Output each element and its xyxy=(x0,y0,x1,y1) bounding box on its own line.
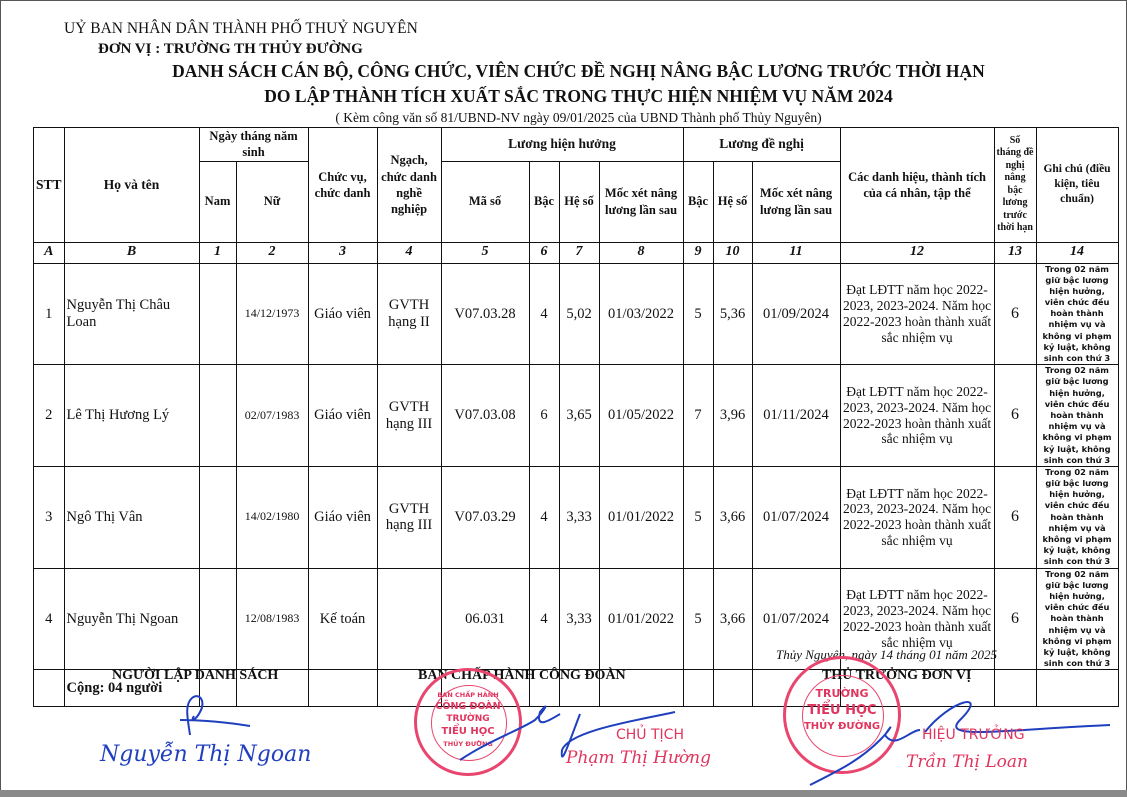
index-cell: 7 xyxy=(559,242,599,263)
cell-proposed-coef: 3,96 xyxy=(713,365,752,467)
signature-date-line: Thủy Nguyên, ngày 14 tháng 01 năm 2025 xyxy=(776,647,997,662)
total-empty-cell xyxy=(683,670,713,707)
cell-achievements: Đạt LĐTT năm học 2022-2023, 2023-2024. Năm học 2022-2023 hoàn thành xuất sắc nhiệm vụ xyxy=(840,365,994,467)
cell-stt: 1 xyxy=(34,263,65,365)
cell-proposed-grade: 5 xyxy=(683,568,713,670)
table-row xyxy=(34,365,1119,467)
authority-heading: UỶ BAN NHÂN DÂN THÀNH PHỐ THUỶ NGUYÊN xyxy=(64,20,418,37)
document-title-line2: DO LẬP THÀNH TÍCH XUẤT SẮC TRONG THỰC HIỆN NHIỆM VỤ NĂM 2024 xyxy=(264,86,893,106)
page-bottom-edge xyxy=(0,790,1127,797)
index-cell: 12 xyxy=(840,242,994,263)
index-cell: B xyxy=(64,242,199,263)
header-stt: STT xyxy=(34,128,65,243)
header-male: Nam xyxy=(199,161,236,242)
cell-proposed-next-review: 01/09/2024 xyxy=(752,263,840,365)
salary-table xyxy=(33,127,1119,707)
union-title: BAN CHẤP HÀNH CÔNG ĐOÀN xyxy=(418,668,626,683)
cell-proposed-next-review: 01/07/2024 xyxy=(752,568,840,670)
cell-proposed-coef: 3,66 xyxy=(713,568,752,670)
cell-dob-male xyxy=(199,263,236,365)
cell-proposed-next-review: 01/11/2024 xyxy=(752,365,840,467)
union-role: CHỦ TỊCH xyxy=(616,727,684,743)
cell-notes: Trong 02 năm giữ bậc lương hiện hưởng, viên chức đều hoàn thành nhiệm vụ và không vi phạm kỷ luật, không sinh con thứ 3 xyxy=(1036,466,1118,568)
cell-proposed-coef: 5,36 xyxy=(713,263,752,365)
stamp-line: THỦY ĐƯỜNG xyxy=(803,721,881,732)
cell-coef: 3,33 xyxy=(559,568,599,670)
cell-position: Kế toán xyxy=(308,568,377,670)
header-notes: Ghi chú (điều kiện, tiêu chuẩn) xyxy=(1036,128,1118,243)
index-cell: 5 xyxy=(441,242,529,263)
cell-rank: GVTH hạng III xyxy=(377,365,441,467)
cell-code: V07.03.08 xyxy=(441,365,529,467)
index-cell: 2 xyxy=(236,242,308,263)
index-cell: 9 xyxy=(683,242,713,263)
cell-notes: Trong 02 năm giữ bậc lương hiện hưởng, viên chức đều hoàn thành nhiệm vụ và không vi phạm kỷ luật, không sinh con thứ 3 xyxy=(1036,365,1118,467)
cell-name: Nguyễn Thị Châu Loan xyxy=(64,263,199,365)
cell-months: 6 xyxy=(994,365,1036,467)
head-role: HIỆU TRƯỞNG xyxy=(922,727,1025,743)
cell-dob-male xyxy=(199,365,236,467)
header-proposed-next-review: Mốc xét nâng lương lần sau xyxy=(752,161,840,242)
preparer-handwritten-name: Nguyễn Thị Ngoan xyxy=(100,742,312,767)
total-empty-cell xyxy=(34,670,65,707)
cell-grade: 6 xyxy=(529,365,559,467)
document-subtitle: ( Kèm công văn số 81/UBND-NV ngày 09/01/2025 của UBND Thành phố Thủy Nguyên) xyxy=(335,110,822,125)
header-code: Mã số xyxy=(441,161,529,242)
column-index-row xyxy=(34,242,1119,263)
cell-proposed-grade: 7 xyxy=(683,365,713,467)
cell-rank xyxy=(377,568,441,670)
cell-next-review: 01/01/2022 xyxy=(599,466,683,568)
table-row xyxy=(34,263,1119,365)
cell-coef: 3,65 xyxy=(559,365,599,467)
header-female: Nữ xyxy=(236,161,308,242)
cell-next-review: 01/01/2022 xyxy=(599,568,683,670)
header-achievements: Các danh hiệu, thành tích của cá nhân, tập thể xyxy=(840,128,994,243)
header-months: Số tháng đề nghị nâng bậc lương trước thời hạn xyxy=(994,128,1036,243)
preparer-signature-mark xyxy=(170,690,270,740)
cell-proposed-grade: 5 xyxy=(683,263,713,365)
index-cell: 8 xyxy=(599,242,683,263)
header-proposed-coef: Hệ số xyxy=(713,161,752,242)
stamp-line: TIỂU HỌC xyxy=(807,703,877,718)
cell-achievements: Đạt LĐTT năm học 2022-2023, 2023-2024. Năm học 2022-2023 hoàn thành xuất sắc nhiệm vụ xyxy=(840,263,994,365)
cell-grade: 4 xyxy=(529,466,559,568)
cell-grade: 4 xyxy=(529,263,559,365)
cell-dob-female: 14/02/1980 xyxy=(236,466,308,568)
index-cell: 10 xyxy=(713,242,752,263)
header-current-salary: Lương hiện hưởng xyxy=(441,128,683,162)
header-next-review: Mốc xét nâng lương lần sau xyxy=(599,161,683,242)
stamp-line: THỦY ĐƯỜNG xyxy=(443,740,493,748)
index-cell: 4 xyxy=(377,242,441,263)
cell-notes: Trong 02 năm giữ bậc lương hiện hưởng, viên chức đều hoàn thành nhiệm vụ và không vi phạm kỷ luật, không sinh con thứ 3 xyxy=(1036,263,1118,365)
cell-position: Giáo viên xyxy=(308,263,377,365)
cell-achievements: Đạt LĐTT năm học 2022-2023, 2023-2024. Năm học 2022-2023 hoàn thành xuất sắc nhiệm vụ xyxy=(840,568,994,670)
table-row xyxy=(34,466,1119,568)
stamp-line: CÔNG ĐOÀN xyxy=(435,701,501,712)
preparer-title: NGƯỜI LẬP DANH SÁCH xyxy=(112,668,279,683)
cell-stt: 4 xyxy=(34,568,65,670)
stamp-line: TRƯỜNG xyxy=(815,687,869,700)
cell-proposed-grade: 5 xyxy=(683,466,713,568)
cell-dob-female: 02/07/1983 xyxy=(236,365,308,467)
cell-months: 6 xyxy=(994,466,1036,568)
unit-heading: ĐƠN VỊ : TRƯỜNG TH THỦY ĐƯỜNG xyxy=(98,41,363,57)
cell-proposed-next-review: 01/07/2024 xyxy=(752,466,840,568)
cell-dob-male xyxy=(199,568,236,670)
cell-achievements: Đạt LĐTT năm học 2022-2023, 2023-2024. Năm học 2022-2023 hoàn thành xuất sắc nhiệm vụ xyxy=(840,466,994,568)
index-cell: 1 xyxy=(199,242,236,263)
principal-name: Trần Thị Loan xyxy=(906,752,1028,772)
cell-dob-male xyxy=(199,466,236,568)
total-empty-cell xyxy=(713,670,752,707)
cell-code: 06.031 xyxy=(441,568,529,670)
header-dob-group: Ngày tháng năm sinh xyxy=(199,128,308,162)
header-rank: Ngạch, chức danh nghề nghiệp xyxy=(377,128,441,243)
header-proposed-grade: Bậc xyxy=(683,161,713,242)
total-label: Cộng: 04 người xyxy=(64,670,199,707)
header-name: Họ và tên xyxy=(64,128,199,243)
total-empty-cell xyxy=(308,670,377,707)
union-chair-name: Phạm Thị Hường xyxy=(566,748,712,768)
cell-code: V07.03.28 xyxy=(441,263,529,365)
stamp-line: TRƯỜNG xyxy=(446,714,490,724)
cell-rank: GVTH hạng III xyxy=(377,466,441,568)
header-grade: Bậc xyxy=(529,161,559,242)
cell-coef: 3,33 xyxy=(559,466,599,568)
cell-months: 6 xyxy=(994,568,1036,670)
cell-position: Giáo viên xyxy=(308,466,377,568)
cell-stt: 2 xyxy=(34,365,65,467)
cell-stt: 3 xyxy=(34,466,65,568)
header-position: Chức vụ, chức danh xyxy=(308,128,377,243)
index-cell: 13 xyxy=(994,242,1036,263)
stamp-line: BAN CHẤP HÀNH xyxy=(437,691,499,699)
cell-dob-female: 14/12/1973 xyxy=(236,263,308,365)
document-title-line1: DANH SÁCH CÁN BỘ, CÔNG CHỨC, VIÊN CHỨC ĐỀ NGHỊ NÂNG BẬC LƯƠNG TRƯỚC THỜI HẠN xyxy=(172,61,985,81)
index-cell: 6 xyxy=(529,242,559,263)
cell-name: Lê Thị Hương Lý xyxy=(64,365,199,467)
cell-coef: 5,02 xyxy=(559,263,599,365)
cell-rank: GVTH hạng II xyxy=(377,263,441,365)
header-coef: Hệ số xyxy=(559,161,599,242)
cell-months: 6 xyxy=(994,263,1036,365)
index-cell: 3 xyxy=(308,242,377,263)
cell-next-review: 01/03/2022 xyxy=(599,263,683,365)
cell-proposed-coef: 3,66 xyxy=(713,466,752,568)
cell-notes: Trong 02 năm giữ bậc lương hiện hưởng, viên chức đều hoàn thành nhiệm vụ và không vi phạm kỷ luật, không sinh con thứ 3 xyxy=(1036,568,1118,670)
cell-name: Ngô Thị Vân xyxy=(64,466,199,568)
cell-next-review: 01/05/2022 xyxy=(599,365,683,467)
header-proposed-salary: Lương đề nghị xyxy=(683,128,840,162)
cell-grade: 4 xyxy=(529,568,559,670)
head-title: THỦ TRƯỞNG ĐƠN VỊ xyxy=(822,668,972,683)
index-cell: 14 xyxy=(1036,242,1118,263)
cell-name: Nguyễn Thị Ngoan xyxy=(64,568,199,670)
stamp-line: TIỂU HỌC xyxy=(441,726,495,737)
index-cell: A xyxy=(34,242,65,263)
index-cell: 11 xyxy=(752,242,840,263)
cell-position: Giáo viên xyxy=(308,365,377,467)
cell-code: V07.03.29 xyxy=(441,466,529,568)
cell-dob-female: 12/08/1983 xyxy=(236,568,308,670)
